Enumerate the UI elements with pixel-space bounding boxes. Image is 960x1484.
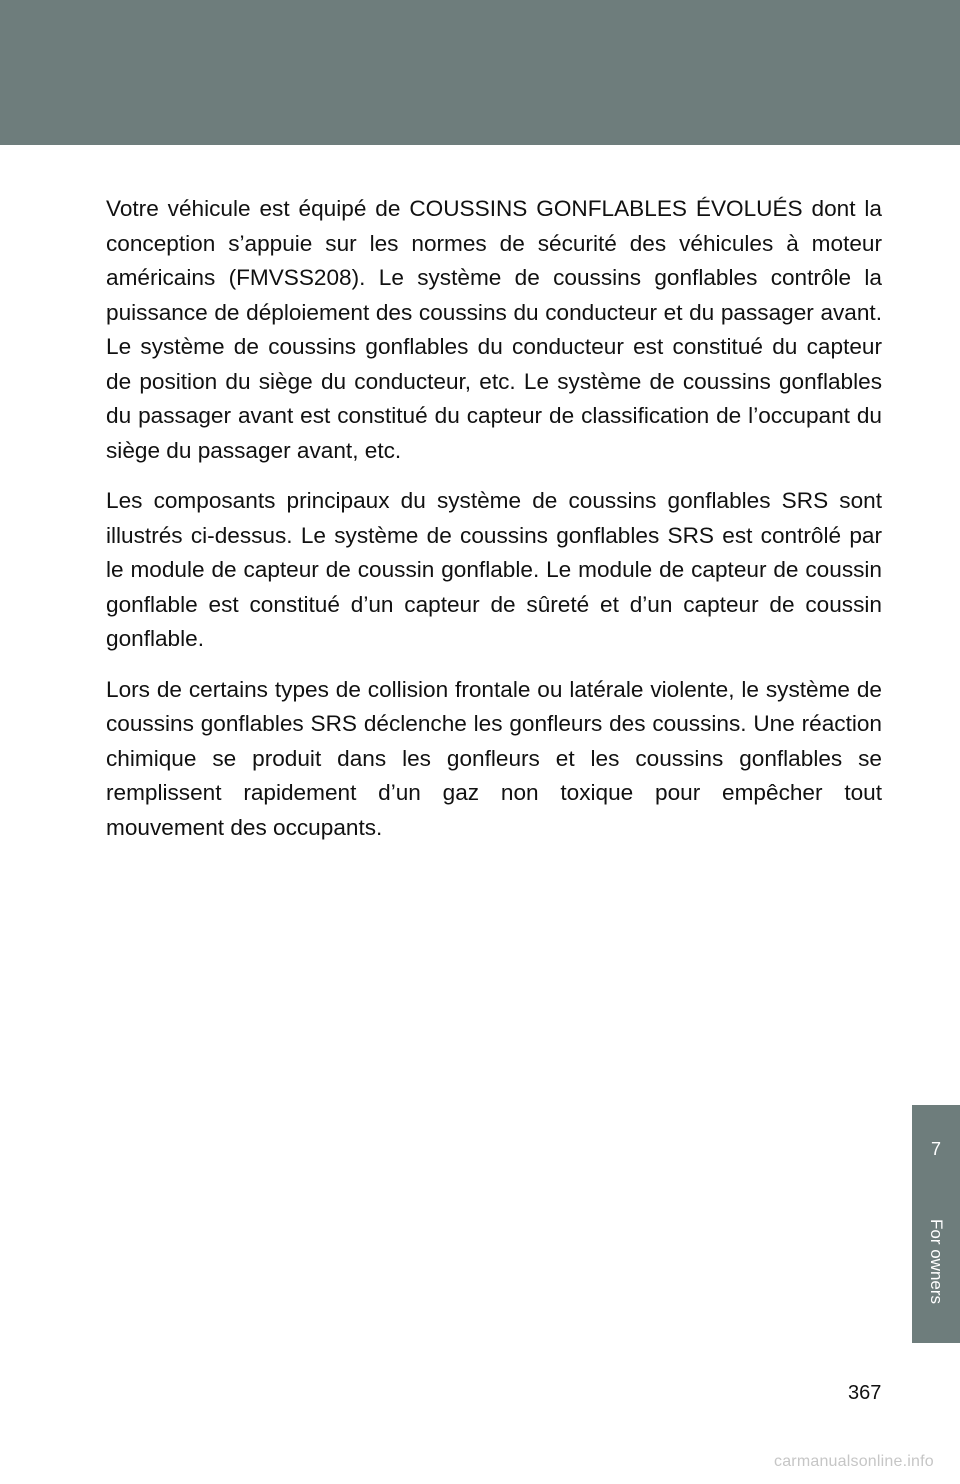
watermark: carmanualsonline.info (774, 1453, 934, 1470)
header-band (0, 0, 960, 145)
body-text (106, 192, 882, 861)
paragraph-srs-components: Les composants principaux du système de coussins gonflables SRS sont illustrés ci-dessus. Le système de coussins gonflables SRS est contrôlé par le module de capteur de coussin gonflable. Le module de capteur de coussin gonflable est constitué d’un capteur de sûreté et d’un capteur de coussin gonflable. (106, 488, 882, 651)
section-label: For owners (927, 1219, 946, 1305)
paragraph-collision-deployment: Lors de certains types de collision frontale ou latérale violente, le système de coussins gonflables SRS déclenche les gonfleurs des coussins. Une réaction chimique se produit dans les gonfleurs et les coussins gonflables se remplissent rapidement d’un gaz non toxique pour empêcher tout mouvement des occupants. (106, 676, 882, 840)
section-number: 7 (930, 1139, 941, 1159)
paragraph-airbag-description: Votre véhicule est équipé de COUSSINS GONFLABLES ÉVOLUÉS dont la conception s’appuie sur les normes de sécurité des véhicules à moteur américains (FMVSS208). Le système de coussins gonflables contrôle la puissance de déploiement des coussins du conducteur et du passager avant. Le système de coussins gonflables du conducteur est constitué du capteur de position du siège du conducteur, etc. Le système de coussins gonflables du passager avant est constitué du capteur de classification de l’occupant du siège du passager avant, etc. (106, 196, 882, 463)
page-number: 367 (848, 1382, 882, 1404)
section-side-tab (912, 1105, 960, 1343)
